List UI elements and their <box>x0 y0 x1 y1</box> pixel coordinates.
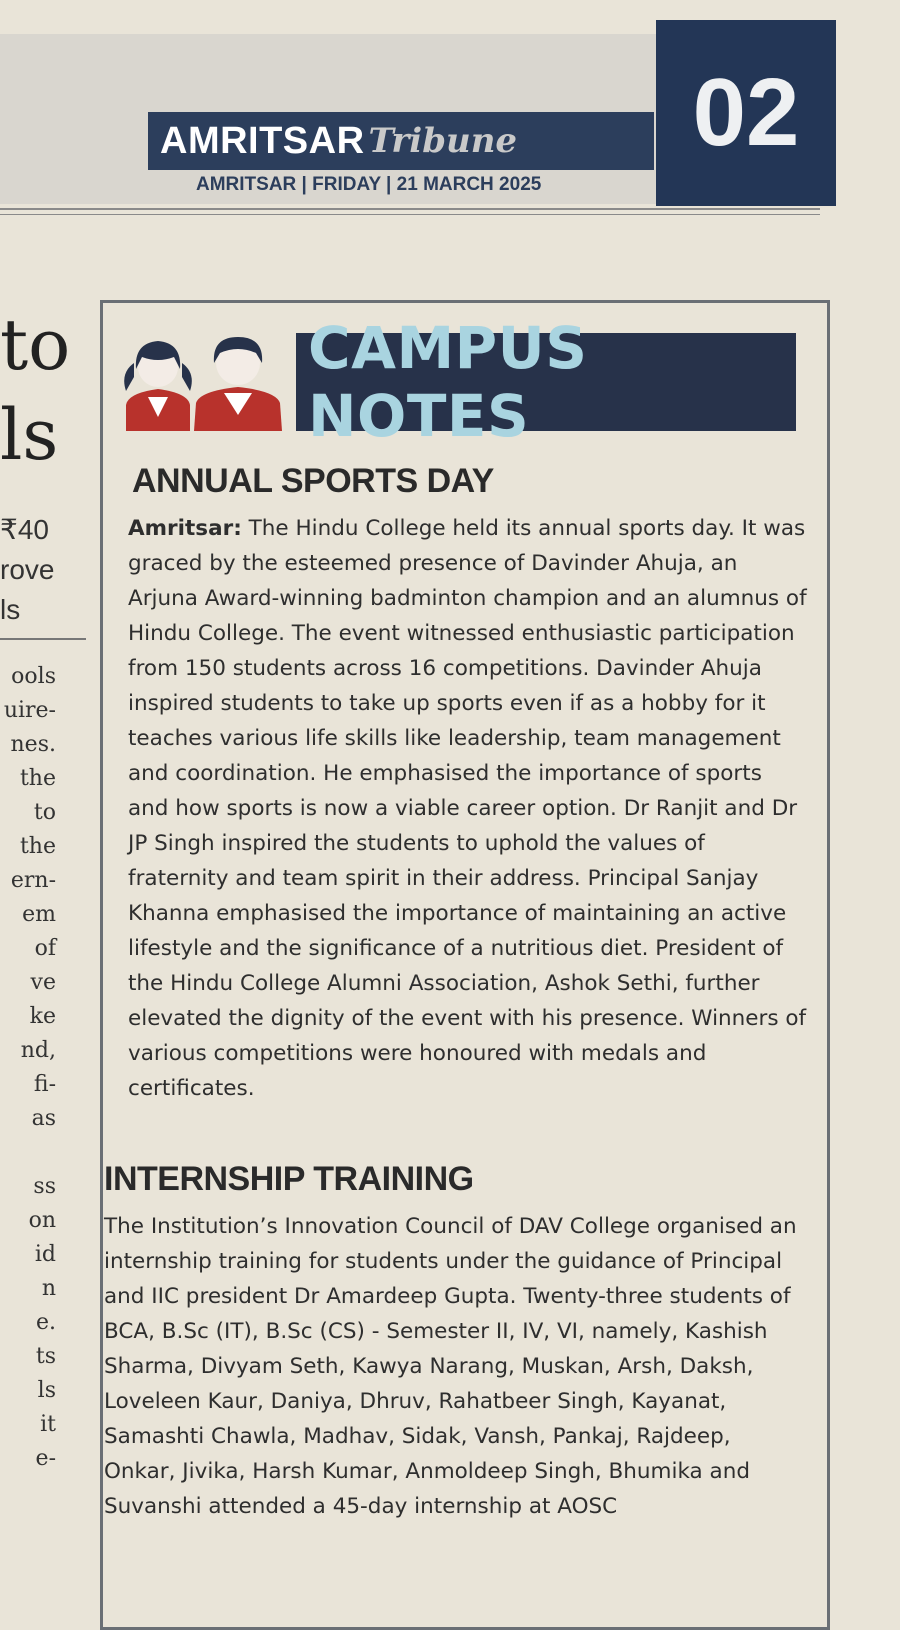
left-text-fragment: on <box>28 1208 56 1233</box>
left-text-fragment: e- <box>35 1446 56 1471</box>
left-text-fragment: to <box>33 800 56 825</box>
left-text-fragment: ve <box>30 970 56 995</box>
article-internship <box>104 1160 804 1524</box>
left-text-fragment: the <box>19 834 56 859</box>
article-sports-day <box>118 462 808 1106</box>
left-text-fragment: ern- <box>10 868 56 893</box>
students-icon <box>108 333 298 431</box>
left-text-fragment: e. <box>35 1310 56 1335</box>
section-banner <box>108 314 798 450</box>
left-text-fragment: fi- <box>33 1072 56 1097</box>
left-text-fragment: ls <box>37 1378 56 1403</box>
left-subhead-line: ₹40 <box>0 514 49 545</box>
left-text-fragment: nes. <box>10 732 56 757</box>
left-text-fragment: as <box>31 1106 56 1131</box>
masthead-rule <box>0 208 820 210</box>
article-dateline: Amritsar: <box>128 516 242 541</box>
left-text-fragment: it <box>40 1412 56 1437</box>
masthead-paper-name: Tribune <box>368 121 518 161</box>
left-text-fragment <box>0 1136 86 1170</box>
left-text-fragment: n <box>41 1276 56 1301</box>
section-title-bar <box>296 314 796 450</box>
left-headline-line: to <box>0 304 71 386</box>
left-text-fragment: ts <box>35 1344 56 1369</box>
left-headline-line: ls <box>0 394 59 476</box>
article-text: The Institution’s Innovation Council of DAV College organised an internship training for students under the guidance of Principal and IIC president Dr Amardeep Gupta. Twenty-three students of BCA, B.Sc (IT), B.Sc (CS) - Semester II, IV, VI, namely, Kashish Sharma, Divyam Seth, Kawya Narang, Muskan, Arsh, Daksh, Loveleen Kaur, Daniya, Dhruv, Rahatbeer Singh, Kayanat, Samashti Chawla, Madhav, Sidak, Vansh, Pankaj, Rajdeep, Onkar, Jivika, Harsh Kumar, Anmoldeep Singh, Bhumika and Suvanshi attended a 45-day internship at AOSC <box>104 1214 797 1519</box>
masthead-dateline: AMRITSAR | FRIDAY | 21 MARCH 2025 <box>196 174 542 195</box>
article-body <box>128 511 808 1106</box>
left-text-fragment: em <box>22 902 56 927</box>
left-text-fragment: of <box>34 936 56 961</box>
left-text-fragment: uire- <box>3 698 56 723</box>
left-text-fragment: ools <box>11 664 56 689</box>
masthead-city: AMRITSAR <box>160 119 365 162</box>
page-number-box <box>656 20 836 206</box>
left-text-fragment: ke <box>29 1004 56 1029</box>
left-subhead-line: ls <box>0 590 86 640</box>
left-column <box>0 300 86 1476</box>
left-text-fragment: id <box>34 1242 56 1267</box>
article-headline: INTERNSHIP TRAINING <box>104 1160 474 1198</box>
page-number: 02 <box>692 59 800 166</box>
article-headline: ANNUAL SPORTS DAY <box>132 462 494 500</box>
article-body <box>104 1209 804 1524</box>
masthead-bar <box>148 112 654 170</box>
left-text-fragment: nd, <box>20 1038 56 1063</box>
section-title: CAMPUS NOTES <box>308 314 588 450</box>
masthead-rule-thin <box>0 214 820 215</box>
article-text: The Hindu College held its annual sports day. It was graced by the esteemed presence of Davinder Ahuja, an Arjuna Award-winning badminton champion and an alumnus of Hindu College. The event witnessed enthusiastic participation from 150 students across 16 competitions. Davinder Ahuja inspired students to take up sports even if as a hobby for it teaches various life skills like leadership, team management and coordination. He emphasised the importance of sports and how sports is now a viable career option. Dr Ranjit and Dr JP Singh inspired the students to uphold the values of fraternity and team spirit in their address. Principal Sanjay Khanna emphasised the importance of maintaining an active lifestyle and the significance of a nutritious diet. President of the Hindu College Alumni Association, Ashok Sethi, further elevated the dignity of the event with his presence. Winners of various competitions were honoured with medals and certificates. <box>128 516 807 1101</box>
left-text-fragment: ss <box>33 1174 56 1199</box>
left-text-fragment: the <box>19 766 56 791</box>
left-subhead-line: rove <box>0 554 55 585</box>
